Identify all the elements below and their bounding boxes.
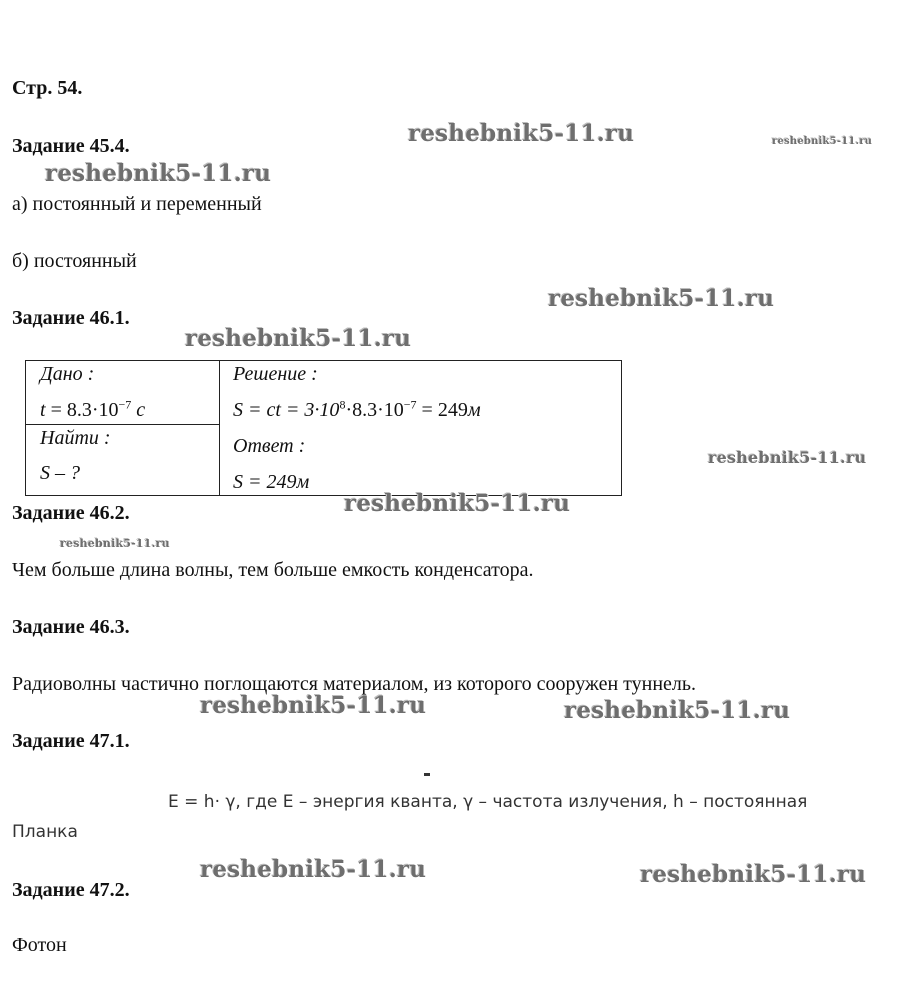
find-label: Найти : <box>40 427 111 449</box>
watermark: reshebnik5-11.ru <box>548 285 775 312</box>
watermark: reshebnik5-11.ru <box>185 325 412 352</box>
table-vertical-divider <box>219 361 220 495</box>
watermark: reshebnik5-11.ru <box>708 448 867 467</box>
task-47-1-formula-cont: Планка <box>12 822 78 842</box>
watermark: reshebnik5-11.ru <box>200 692 427 719</box>
given-solution-table <box>25 360 622 496</box>
task-47-1-formula: E = h· γ, где E – энергия кванта, γ – частота излучения, h – постоянная <box>168 792 808 812</box>
watermark: reshebnik5-11.ru <box>408 120 635 147</box>
task-heading-47-1: Задание 47.1. <box>12 730 130 752</box>
watermark: reshebnik5-11.ru <box>45 160 272 187</box>
task-heading-46-1: Задание 46.1. <box>12 307 130 329</box>
task-heading-46-2: Задание 46.2. <box>12 502 130 524</box>
task-46-2-text: Чем больше длина волны, тем больше емкость конденсатора. <box>12 559 534 581</box>
task-45-4-answer-b: б) постоянный <box>12 250 137 272</box>
given-value: $t = 8.3\cdot 10^{-7}$ с <box>40 397 146 421</box>
task-47-2-text: Фотон <box>12 934 67 956</box>
task-heading-47-2: Задание 47.2. <box>12 879 130 901</box>
task-heading-45-4: Задание 45.4. <box>12 135 130 157</box>
watermark: reshebnik5-11.ru <box>772 136 873 147</box>
task-46-3-text: Радиоволны частично поглощаются материалом, из которого сооружен туннель. <box>12 673 697 695</box>
solution-formula: S = ct = $3\cdot 10^8\cdot 8.3\cdot 10^{-7} = 249м$ <box>233 397 481 421</box>
page-number: Стр. 54. <box>12 77 83 99</box>
watermark: reshebnik5-11.ru <box>344 490 571 517</box>
watermark: reshebnik5-11.ru <box>640 861 867 888</box>
table-horizontal-divider <box>26 424 219 425</box>
answer-value: S = 249м <box>233 471 310 493</box>
find-value: S – ? <box>40 462 80 484</box>
solution-label: Решение : <box>233 363 318 385</box>
task-heading-46-3: Задание 46.3. <box>12 616 130 638</box>
watermark: reshebnik5-11.ru <box>60 537 170 550</box>
given-label: Дано : <box>40 363 95 385</box>
answer-label: Ответ : <box>233 435 306 457</box>
watermark: reshebnik5-11.ru <box>564 697 791 724</box>
task-45-4-answer-a: а) постоянный и переменный <box>12 193 262 215</box>
watermark: reshebnik5-11.ru <box>200 856 427 883</box>
scan-mark <box>424 773 430 776</box>
